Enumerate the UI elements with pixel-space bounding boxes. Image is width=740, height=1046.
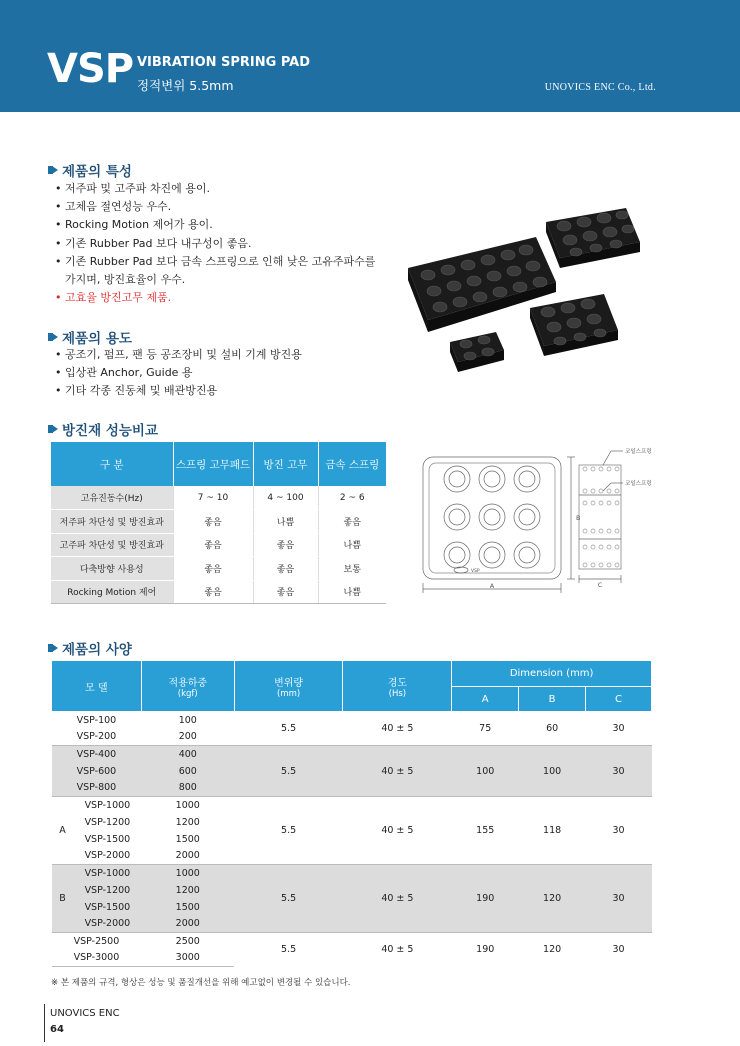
spec-dim-b: 120	[519, 865, 586, 933]
spec-disp: 5.5	[234, 865, 343, 933]
comparison-heading-text: 방진재 성능비교	[62, 423, 158, 439]
feature-item: • 고체음 절연성능 우수.	[55, 198, 375, 216]
spec-header-hard	[343, 661, 452, 712]
comparison-cell: 좋음	[173, 557, 253, 581]
comparison-row	[51, 510, 386, 534]
comparison-cell: 보통	[318, 557, 386, 581]
comparison-cell: 저주파 차단성 및 방진효과	[51, 510, 173, 534]
comparison-header: 구 분	[51, 442, 173, 486]
spec-row	[52, 712, 652, 729]
comparison-row	[51, 557, 386, 581]
spec-dim-c: 30	[586, 746, 652, 797]
spec-dim-b: 60	[519, 712, 586, 746]
comparison-header: 금속 스프링	[318, 442, 386, 486]
page-header	[0, 0, 740, 112]
spec-dim-a: 190	[452, 933, 519, 967]
spec-dim-c: 30	[586, 865, 652, 933]
spec-hard: 40 ± 5	[343, 746, 452, 797]
callout-coil-spring-mid: 코일스프링	[625, 481, 652, 487]
small-pad-image	[450, 332, 504, 372]
spec-dim-a: 190	[452, 865, 519, 933]
spec-heading-text: 제품의 사양	[62, 642, 132, 658]
spec-header-a: A	[452, 687, 519, 712]
comparison-table	[51, 442, 386, 604]
spec-dim-c: 30	[586, 797, 652, 865]
spec-header-dimension: Dimension (mm)	[452, 661, 652, 687]
spec-model: VSP-2500	[52, 933, 142, 950]
spec-dim-c: 30	[586, 712, 652, 746]
spec-load: 1500	[141, 899, 234, 916]
comparison-cell: 7 ~ 10	[173, 486, 253, 510]
spec-row	[52, 797, 652, 814]
spec-load: 1000	[141, 865, 234, 882]
spec-table	[51, 660, 652, 967]
spec-header-load-text: 적용하중	[168, 677, 208, 689]
spec-load: 3000	[141, 950, 234, 967]
spec-heading	[48, 638, 132, 658]
dimension-label-c: C	[597, 581, 603, 589]
footer-company: UNOVICS ENC	[50, 1008, 120, 1019]
spec-header-disp-unit: (mm)	[276, 688, 301, 699]
comparison-row	[51, 580, 386, 604]
dimension-label-a: A	[489, 582, 495, 590]
spec-header-hard-unit: (Hs)	[388, 688, 407, 699]
spec-dim-a: 155	[452, 797, 519, 865]
spec-dim-a: 100	[452, 746, 519, 797]
features-heading-text: 제품의 특성	[62, 164, 132, 180]
spec-load: 100	[141, 712, 234, 729]
spec-header-load-unit: (kgf)	[177, 688, 198, 699]
spec-model: VSP-2000	[73, 848, 141, 865]
comparison-cell: 고주파 차단성 및 방진효과	[51, 533, 173, 557]
comparison-cell: 4 ~ 100	[253, 486, 318, 510]
spec-load: 1500	[141, 831, 234, 848]
uses-list	[55, 346, 302, 401]
product-title: VIBRATION SPRING PAD	[137, 55, 311, 70]
comparison-cell: 좋음	[173, 533, 253, 557]
spec-model: VSP-1200	[73, 814, 141, 831]
spec-dim-b: 100	[519, 746, 586, 797]
spec-row	[52, 933, 652, 950]
spec-model: VSP-1000	[73, 865, 141, 882]
use-item: • 기타 각종 진동체 및 배관방진용	[55, 382, 302, 400]
spec-model: VSP-200	[52, 729, 142, 746]
comparison-cell: 좋음	[253, 580, 318, 604]
comparison-cell: 좋음	[253, 557, 318, 581]
spec-dim-c: 30	[586, 933, 652, 967]
spec-type-label: B	[52, 865, 74, 933]
comparison-cell: 다축방향 사용성	[51, 557, 173, 581]
section-arrow-icon	[48, 424, 58, 434]
spec-dim-b: 118	[519, 797, 586, 865]
use-item: • 입상관 Anchor, Guide 용	[55, 364, 302, 382]
spec-row	[52, 746, 652, 763]
use-item: • 공조기, 펌프, 팬 등 공조장비 및 설비 기계 방진용	[55, 346, 302, 364]
spec-header-load	[141, 661, 234, 712]
spec-disp: 5.5	[234, 797, 343, 865]
feature-item: • 저주파 및 고주파 차진에 용이.	[55, 180, 375, 198]
spec-load: 200	[141, 729, 234, 746]
spec-model: VSP-100	[52, 712, 142, 729]
spec-model: VSP-800	[52, 780, 142, 797]
comparison-row	[51, 533, 386, 557]
medium-pad-top-image	[546, 208, 640, 268]
medium-pad-bottom-image	[530, 294, 618, 356]
comparison-cell: 좋음	[318, 510, 386, 534]
section-arrow-icon	[48, 165, 58, 175]
page-number: 64	[50, 1024, 64, 1035]
footer-divider	[44, 1004, 45, 1042]
company-name: UNOVICS ENC Co., Ltd.	[544, 82, 656, 93]
spec-dim-a: 75	[452, 712, 519, 746]
feature-item: • 기존 Rubber Pad 보다 내구성이 좋음.	[55, 235, 375, 253]
spec-dim-b: 120	[519, 933, 586, 967]
feature-item: • 기존 Rubber Pad 보다 금속 스프링으로 인해 낮은 고유주파수를	[55, 253, 375, 271]
spec-disp: 5.5	[234, 746, 343, 797]
spec-load: 1200	[141, 814, 234, 831]
spec-load: 1200	[141, 882, 234, 899]
spec-load: 2500	[141, 933, 234, 950]
comparison-cell: 나쁨	[318, 580, 386, 604]
callout-coil-spring-top: 코일스프링	[625, 449, 652, 455]
section-arrow-icon	[48, 332, 58, 342]
comparison-cell: 고유진동수(Hz)	[51, 486, 173, 510]
spec-type-label: A	[52, 797, 74, 865]
spec-load: 2000	[141, 848, 234, 865]
spec-model: VSP-1200	[73, 882, 141, 899]
spec-row	[52, 865, 652, 882]
spec-disp: 5.5	[234, 933, 343, 967]
comparison-cell: 좋음	[253, 533, 318, 557]
comparison-cell: 2 ~ 6	[318, 486, 386, 510]
spec-model: VSP-400	[52, 746, 142, 763]
comparison-cell: 좋음	[173, 580, 253, 604]
section-arrow-icon	[48, 643, 58, 653]
spec-hard: 40 ± 5	[343, 865, 452, 933]
feature-item: • Rocking Motion 제어가 용이.	[55, 216, 375, 234]
technical-drawing	[415, 447, 687, 597]
comparison-heading	[48, 419, 158, 439]
product-subtitle: 정적변위 5.5mm	[137, 78, 234, 93]
disclaimer-note: ※ 본 제품의 규격, 형상은 성능 및 품질개선을 위해 예고없이 변경될 수 있습니다.	[51, 978, 351, 988]
spec-hard: 40 ± 5	[343, 797, 452, 865]
spec-load: 1000	[141, 797, 234, 814]
spec-model: VSP-1500	[73, 831, 141, 848]
comparison-cell: 나쁨	[253, 510, 318, 534]
spec-header-disp	[234, 661, 343, 712]
feature-item: 가지며, 방진효율이 우수.	[65, 273, 186, 287]
spec-header-disp-text: 변위량	[274, 677, 304, 689]
spec-load: 800	[141, 780, 234, 797]
spec-hard: 40 ± 5	[343, 933, 452, 967]
comparison-header-row	[51, 442, 386, 486]
comparison-cell: 좋음	[173, 510, 253, 534]
spec-hard: 40 ± 5	[343, 712, 452, 746]
dimension-label-b: B	[576, 514, 581, 522]
features-list	[55, 180, 375, 307]
spec-disp: 5.5	[234, 712, 343, 746]
feature-item-highlight: • 고효율 방진고무 제품.	[55, 289, 375, 307]
spec-header-c: C	[586, 687, 652, 712]
comparison-cell: Rocking Motion 제어	[51, 580, 173, 604]
spec-load: 600	[141, 763, 234, 780]
product-photo	[398, 190, 648, 380]
spec-model: VSP-2000	[73, 916, 141, 933]
uses-heading-text: 제품의 용도	[62, 331, 132, 347]
spec-model: VSP-1500	[73, 899, 141, 916]
spec-model: VSP-1000	[73, 797, 141, 814]
comparison-row	[51, 486, 386, 510]
spec-header-model: 모 델	[52, 661, 142, 712]
spec-header-hard-text: 경도	[387, 677, 408, 689]
comparison-header: 방진 고무	[253, 442, 318, 486]
comparison-header: 스프링 고무패드	[173, 442, 253, 486]
spec-load: 2000	[141, 916, 234, 933]
spec-load: 400	[141, 746, 234, 763]
drawing-stamp: VSP	[471, 569, 480, 574]
uses-heading	[48, 327, 132, 347]
product-code: VSP	[47, 46, 134, 92]
comparison-cell: 나쁨	[318, 533, 386, 557]
spec-model: VSP-600	[52, 763, 142, 780]
spec-model: VSP-3000	[52, 950, 142, 967]
features-heading	[48, 160, 132, 180]
spec-header-b: B	[519, 687, 586, 712]
